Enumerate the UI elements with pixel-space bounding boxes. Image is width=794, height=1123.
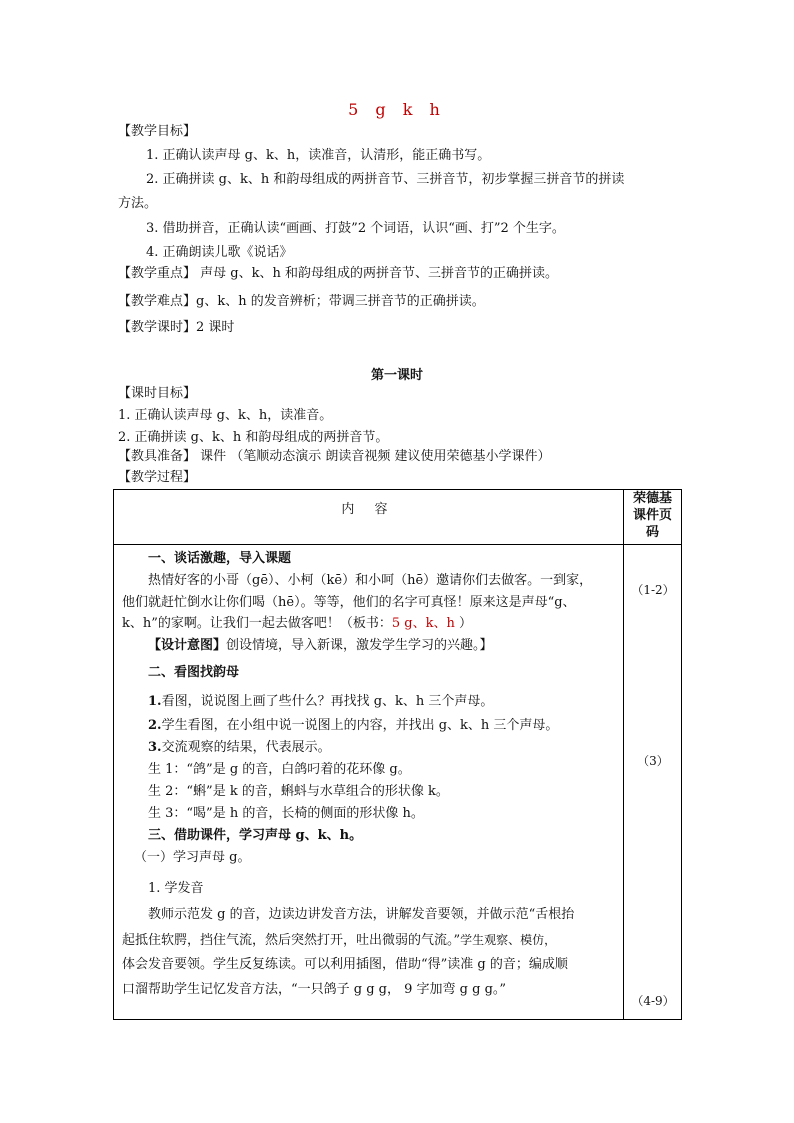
- hours-text: 2 课时: [196, 320, 235, 335]
- objective-2-cont: 方法。: [118, 196, 158, 211]
- s3-step: 1. 学发音: [148, 881, 204, 896]
- difficulty: [118, 292, 485, 312]
- s2-item-3: 3.交流观察的结果，代表展示。: [148, 740, 331, 755]
- table-body-row: [114, 545, 682, 1020]
- objectives-heading: 【教学目标】: [118, 124, 197, 139]
- tools-text: 课件 （笔顺动态演示 朗读音视频 建议使用荣德基小学课件）: [196, 449, 551, 464]
- lesson-goal-1: 1. 正确认读声母 g、k、h，读准音。: [118, 408, 333, 423]
- s1-design: 【设计意图】创设情境，导入新课，激发学生学习的兴趣。】: [148, 638, 493, 653]
- s2-student-2: 生 2：“蝌”是 k 的音，蝌蚪与水草组合的形状像 k。: [148, 784, 449, 799]
- lesson-goal-heading: 【课时目标】: [118, 386, 197, 401]
- tools-heading: 【教具准备】: [118, 449, 197, 464]
- objective-4: 4. 正确朗读儿歌《说话》: [146, 245, 293, 260]
- s3-p4: 口溜帮助学生记忆发音方法，“一只鸽子 g g g， 9 字加弯 g g g。”: [122, 982, 507, 997]
- header-content: 内 容: [114, 490, 624, 545]
- objective-2: 2. 正确拼读 g、k、h 和韵母组成的两拼音节、三拼音节，初步掌握三拼音节的拼读: [146, 172, 625, 187]
- hours-heading: 【教学课时】: [118, 320, 197, 335]
- s3-p3: 体会发音要领。学生反复练读。可以利用插图，借助“得”读准 g 的音；编成顺: [122, 957, 568, 972]
- section-title: 第一课时: [370, 368, 423, 383]
- page-ref-3: （4-9）: [631, 994, 675, 1008]
- header-side: 荣德基 课件页 码: [624, 490, 682, 545]
- s2-item-1: 1.看图，说说图上画了些什么？再找找 g、k、h 三个声母。: [148, 694, 494, 709]
- tools: [118, 447, 551, 467]
- table-header-row: [114, 490, 682, 545]
- key-points-heading: 【教学重点】: [118, 266, 197, 281]
- process-heading: 【教学过程】: [118, 470, 197, 485]
- s2-title: 二、看图找韵母: [148, 665, 240, 680]
- s1-p3: k、h”的家啊。让我们一起去做客吧！（板书：5 g、k、h ）: [122, 616, 473, 631]
- s2-student-3: 生 3：“喝”是 h 的音，长椅的侧面的形状像 h。: [148, 806, 424, 821]
- content-cell: [114, 545, 624, 1020]
- s3-p1: 教师示范发 g 的音，边读边讲发音方法，讲解发音要领，并做示范“舌根抬: [148, 907, 575, 922]
- lesson-title: 5 g k h: [348, 100, 446, 119]
- s3-title: 三、借助课件，学习声母 g、k、h。: [148, 828, 363, 843]
- s1-title: 一、谈话激趣，导入课题: [148, 551, 292, 566]
- objective-1: 1. 正确认读声母 g、k、h，读准音，认清形，能正确书写。: [146, 148, 491, 163]
- s3-sub: （一）学习声母 g。: [134, 850, 251, 865]
- key-points: [118, 264, 558, 284]
- s2-item-2: 2.学生看图，在小组中说一说图上的内容，并找出 g、k、h 三个声母。: [148, 718, 559, 733]
- s1-p1: 热情好客的小哥（gē）、小柯（kē）和小呵（hē）邀请你们去做客。一到家，: [148, 573, 593, 588]
- difficulty-text: g、k、h 的发音辨析；带调三拼音节的正确拼读。: [196, 294, 485, 309]
- side-cell: [624, 545, 682, 1020]
- hours: [118, 318, 234, 338]
- s2-student-1: 生 1：“鸽”是 g 的音，白鸽叼着的花环像 g。: [148, 762, 411, 777]
- objective-3: 3. 借助拼音，正确认读“画画、打鼓”2 个词语，认识“画、打”2 个生字。: [146, 221, 565, 236]
- key-points-text: 声母 g、k、h 和韵母组成的两拼音节、三拼音节的正确拼读。: [196, 266, 558, 281]
- difficulty-heading: 【教学难点】: [118, 294, 197, 309]
- s3-p2: 起抵住软腭，挡住气流，然后突然打开，吐出微弱的气流。”学生观察、模仿，: [122, 933, 557, 948]
- page-ref-1: （1-2）: [631, 583, 675, 597]
- lesson-goal-2: 2. 正确拼读 g、k、h 和韵母组成的两拼音节。: [118, 430, 389, 445]
- page-ref-2: （3）: [637, 754, 669, 768]
- lesson-plan-table: [113, 489, 682, 1020]
- s1-p2: 他们就赶忙倒水让你们喝（hē）。等等，他们的名字可真怪！原来这是声母“g、: [122, 595, 576, 610]
